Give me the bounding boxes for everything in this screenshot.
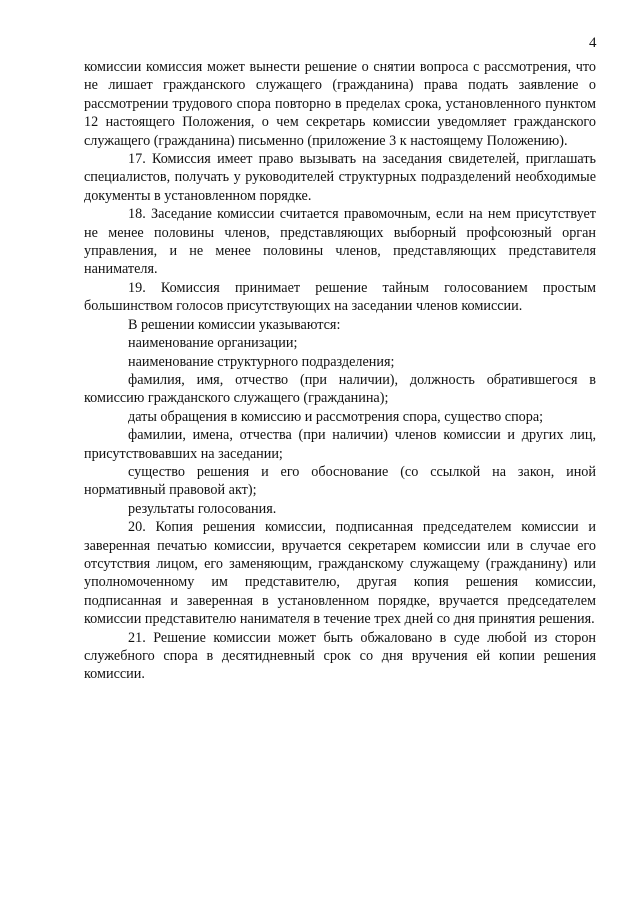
page-number: 4: [589, 35, 597, 51]
paragraph-20: 20. Копия решения комиссии, подписанная председателем комиссии и заверенная печатью комиссии, вручается секретарем комиссии или в случае его отсутствия лицом, его заменяющим, гражданскому служащему (гражданину) или уполномоченному им представителю, другая копия решения комиссии, подписанная и заверенная в установленном порядке, вручается председателем комиссии представителю нанимателя в течение трех дней со дня принятия решения.: [84, 519, 596, 628]
list-item-department: наименование структурного подразделения;: [128, 353, 395, 370]
list-item-members: фамилии, имена, отчества (при наличии) членов комиссии и других лиц, присутствовавших на заседании;: [84, 427, 596, 462]
paragraph-18: 18. Заседание комиссии считается правомочным, если на нем присутствует не менее половины членов, представляющих выборный профсоюзный орган управления, и не менее половины членов, представляющих представителя нанимателя.: [84, 206, 596, 278]
list-item-organization: наименование организации;: [128, 335, 298, 352]
document-body: [84, 58, 596, 684]
paragraph-19: 19. Комиссия принимает решение тайным голосованием простым большинством голосов присутствующих на заседании членов комиссии.: [84, 279, 596, 315]
list-item-decision: существо решения и его обоснование (со ссылкой на закон, иной нормативный правовой акт);: [84, 463, 596, 499]
list-item-dates: даты обращения в комиссию и рассмотрения спора, существо спора;: [128, 408, 544, 425]
decision-contents-intro: В решении комиссии указываются:: [128, 316, 341, 333]
list-item-applicant: фамилия, имя, отчество (при наличии), должность обратившегося в комиссию гражданского служащего (гражданина);: [84, 371, 596, 407]
paragraph-17: 17. Комиссия имеет право вызывать на заседания свидетелей, приглашать специалистов, получать у руководителей структурных подразделений необходимые документы в установленном порядке.: [84, 151, 596, 204]
paragraph-21: 21. Решение комиссии может быть обжаловано в суде любой из сторон служебного спора в десятидневный срок со дня вручения ей копии решения комиссии.: [84, 629, 596, 683]
paragraph-continuation: комиссии комиссия может вынести решение о снятии вопроса с рассмотрения, что не лишает гражданского служащего (гражданина) права подать заявление о рассмотрении трудового спора повторно в пределах срока, установленного пунктом 12 настоящего Положения, о чем секретарь комиссии уведомляет гражданского служащего (гражданина) письменно (приложение 3 к настоящему Положению).: [84, 59, 596, 149]
list-item-voting: результаты голосования.: [128, 500, 277, 517]
